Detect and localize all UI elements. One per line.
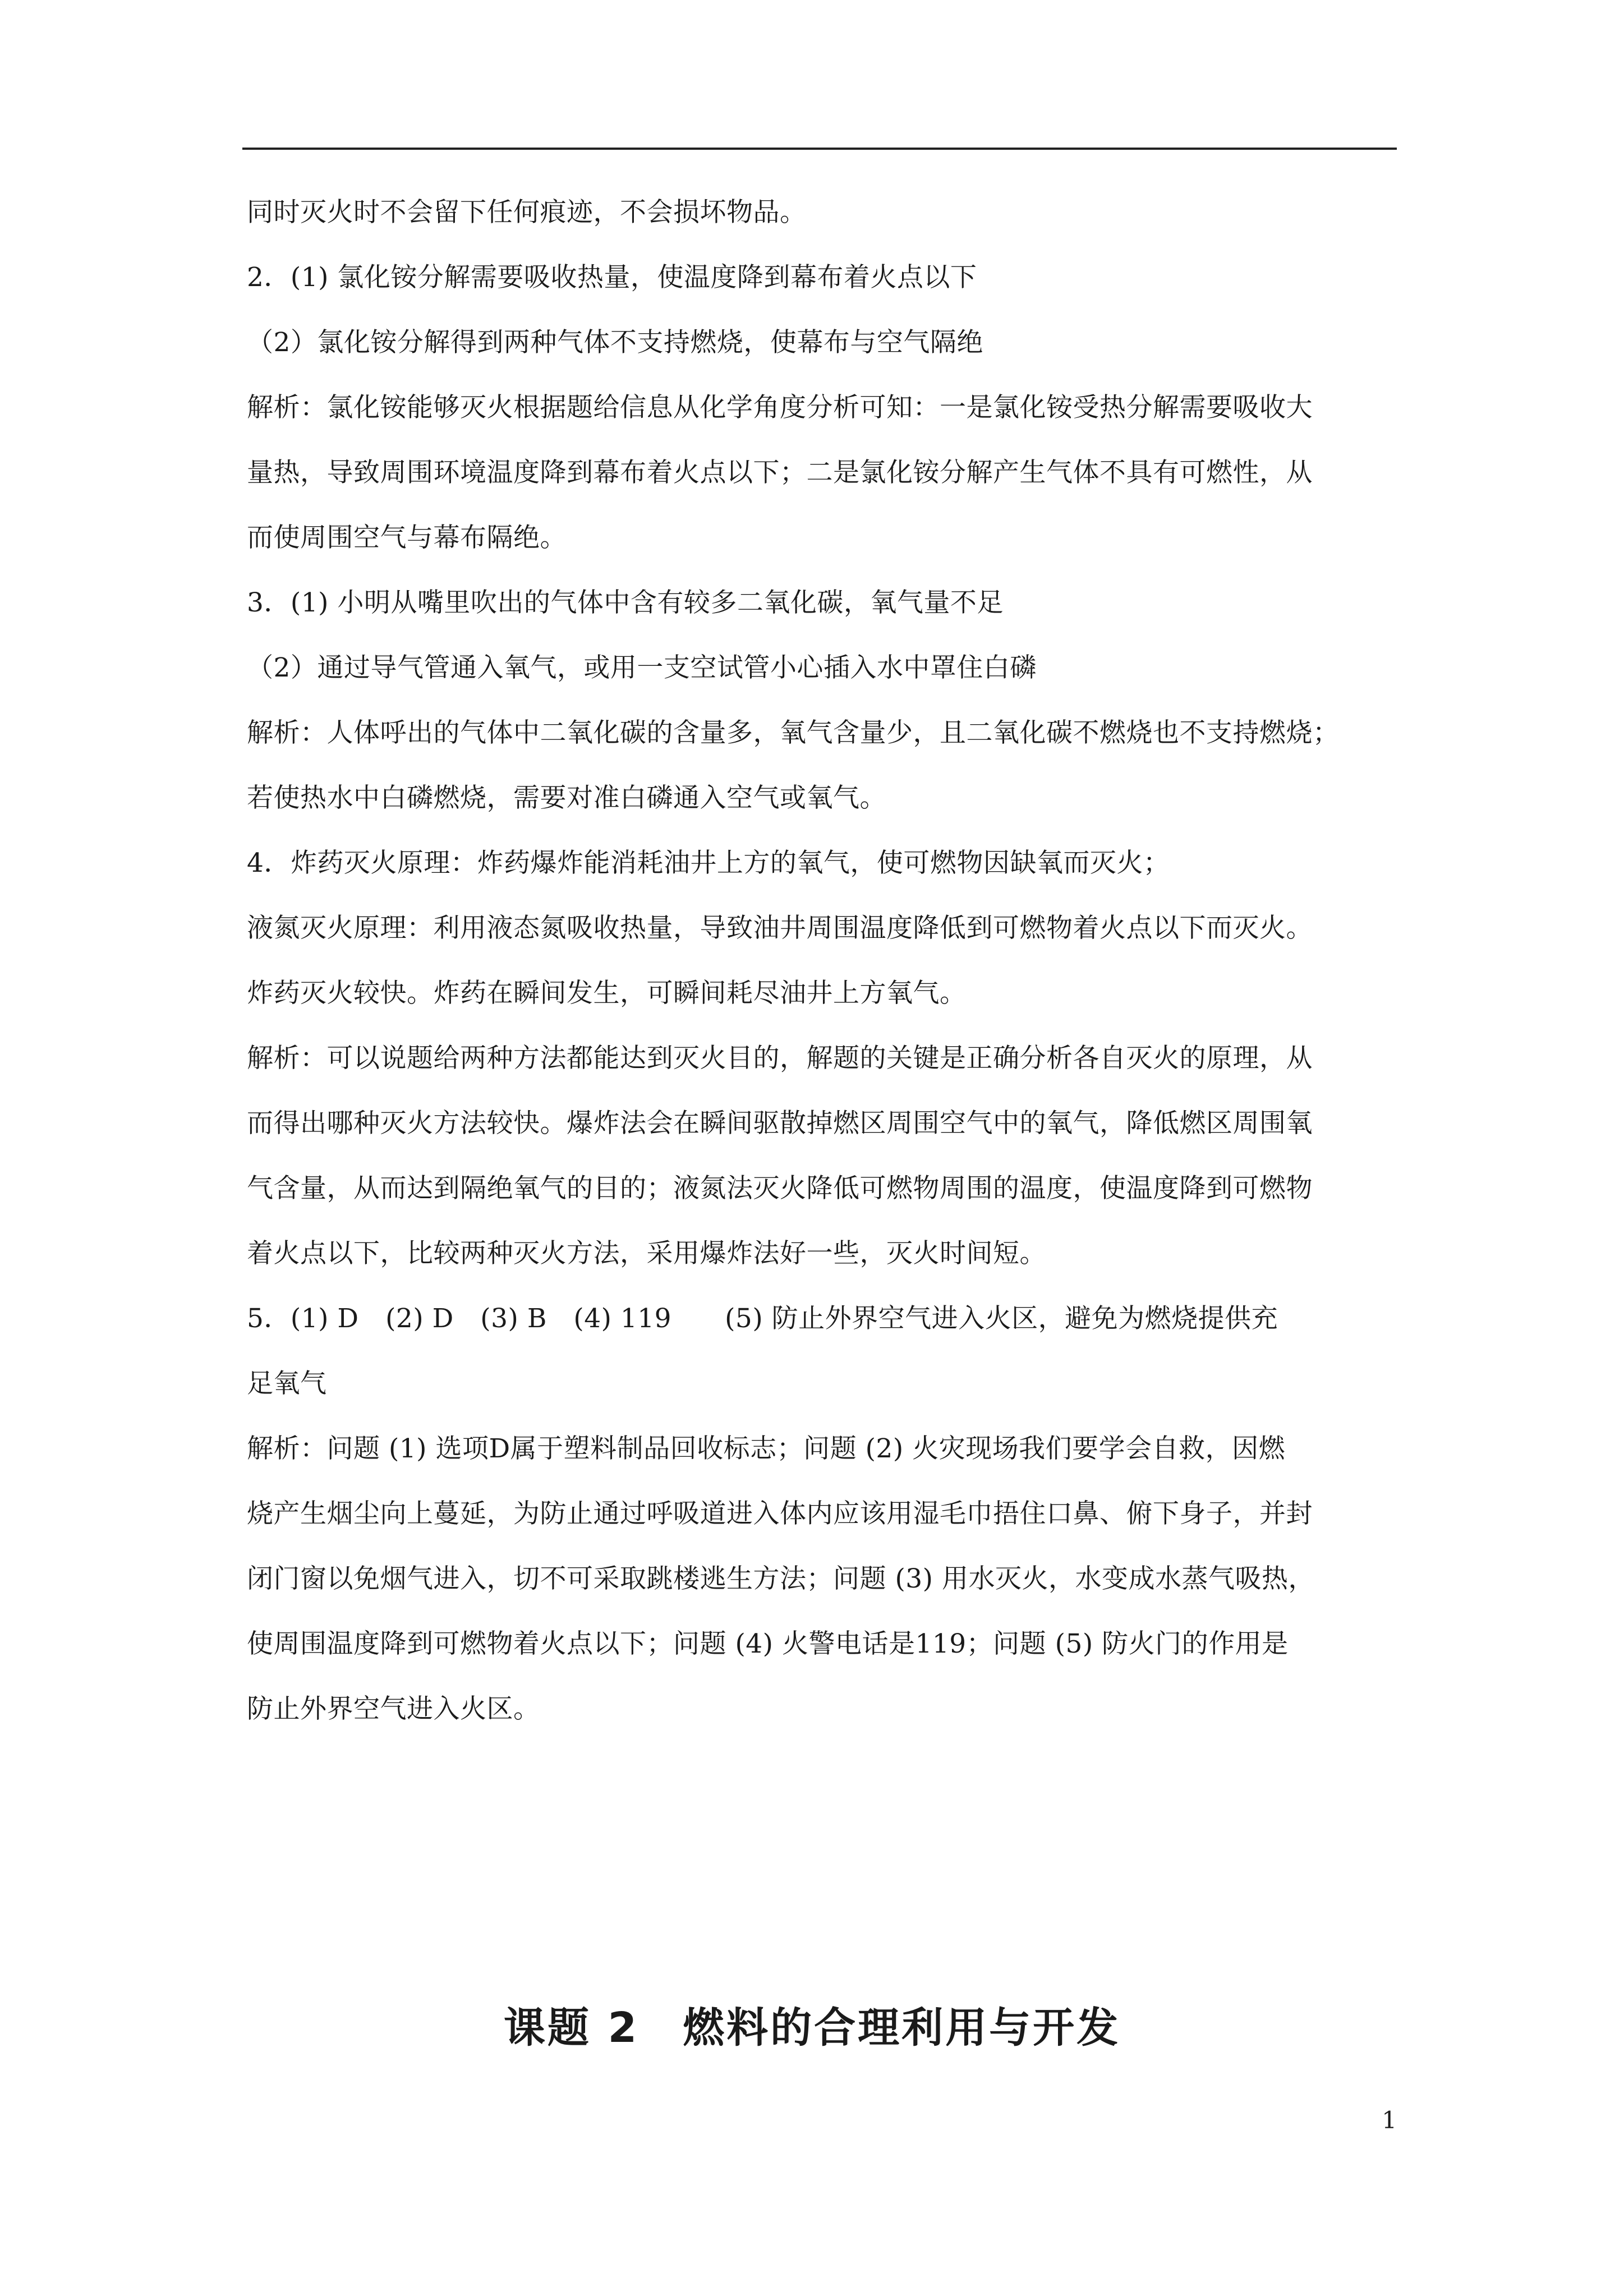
text-line: （2）氯化铵分解得到两种气体不支持燃烧，使幕布与空气隔绝 (247, 327, 983, 358)
text-line: （2）通过导气管通入氧气，或用一支空试管小心插入水中罩住白磷 (247, 652, 1037, 683)
text-line: 量热，导致周围环境温度降到幕布着火点以下；二是氯化铵分解产生气体不具有可燃性，从 (247, 457, 1313, 488)
text-line: 烧产生烟尘向上蔓延，为防止通过呼吸道进入体内应该用湿毛巾捂住口鼻、俯下身子，并封 (247, 1498, 1313, 1529)
header-rule (242, 148, 1397, 150)
text-line: 同时灭火时不会留下任何痕迹，不会损坏物品。 (247, 197, 807, 228)
text-line: 解析：可以说题给两种方法都能达到灭火目的，解题的关键是正确分析各自灭火的原理，从 (247, 1043, 1313, 1074)
page-number: 1 (1382, 2106, 1397, 2134)
text-line: 2．(1) 氯化铵分解需要吸收热量，使温度降到幕布着火点以下 (247, 262, 977, 293)
text-line: 3．(1) 小明从嘴里吹出的气体中含有较多二氧化碳，氧气量不足 (247, 587, 1004, 618)
text-line: 而得出哪种灭火方法较快。爆炸法会在瞬间驱散掉燃区周围空气中的氧气，降低燃区周围氧 (247, 1108, 1313, 1139)
answer-text-block (247, 196, 1402, 1758)
text-line: 解析：问题 (1) 选项D属于塑料制品回收标志；问题 (2) 火灾现场我们要学会自救，因燃 (247, 1433, 1286, 1464)
text-line: 液氮灭火原理：利用液态氮吸收热量，导致油井周围温度降低到可燃物着火点以下而灭火。 (247, 913, 1313, 944)
text-line: 着火点以下，比较两种灭火方法，采用爆炸法好一些，灭火时间短。 (247, 1238, 1046, 1269)
text-line: 气含量，从而达到隔绝氧气的目的；液氮法灭火降低可燃物周围的温度，使温度降到可燃物 (247, 1173, 1313, 1204)
text-line: 5．(1) D (2) D (3) B (4) 119 (5) 防止外界空气进入火区，避免为燃烧提供充 (247, 1303, 1278, 1334)
text-line: 4．炸药灭火原理：炸药爆炸能消耗油井上方的氧气，使可燃物因缺氧而灭火； (247, 848, 1170, 878)
text-line: 若使热水中白磷燃烧，需要对准白磷通入空气或氧气。 (247, 783, 886, 813)
text-line: 使周围温度降到可燃物着火点以下；问题 (4) 火警电话是119；问题 (5) 防火门的作用是 (247, 1628, 1289, 1659)
text-line: 闭门窗以免烟气进入，切不可采取跳楼逃生方法；问题 (3) 用水灭火，水变成水蒸气吸热， (247, 1563, 1315, 1594)
section-title: 课题 2 燃料的合理利用与开发 (503, 2004, 1121, 2052)
text-line: 足氧气 (247, 1368, 327, 1399)
text-line: 而使周围空气与幕布隔绝。 (247, 522, 567, 553)
text-line: 防止外界空气进入火区。 (247, 1694, 540, 1724)
text-line: 解析：氯化铵能够灭火根据题给信息从化学角度分析可知：一是氯化铵受热分解需要吸收大 (247, 392, 1313, 423)
text-line: 解析：人体呼出的气体中二氧化碳的含量多，氧气含量少，且二氧化碳不燃烧也不支持燃烧； (247, 717, 1340, 748)
text-line: 炸药灭火较快。炸药在瞬间发生，可瞬间耗尽油井上方氧气。 (247, 978, 967, 1009)
